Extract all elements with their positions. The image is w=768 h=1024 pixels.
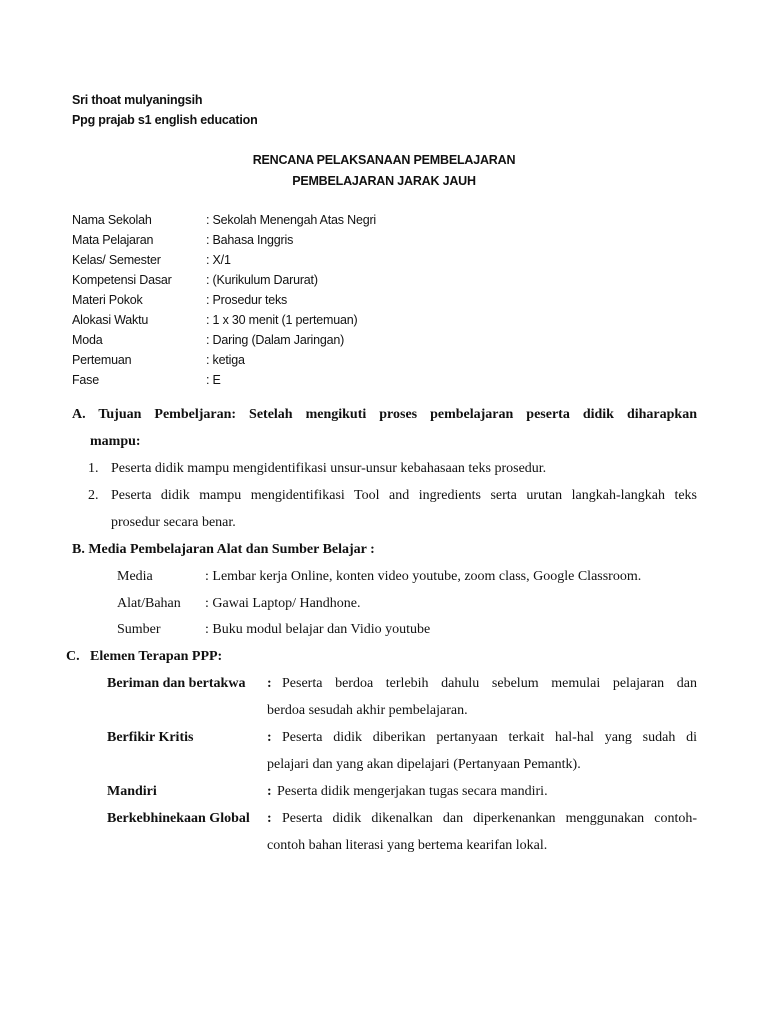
ppp-colon: : (267, 784, 272, 799)
identity-label: Moda (72, 333, 103, 347)
identity-label: Nama Sekolah (72, 213, 152, 227)
identity-label: Fase (72, 373, 99, 387)
identity-value: : E (206, 373, 221, 387)
section-b-heading: B. Media Pembelajaran Alat dan Sumber Belajar : (72, 542, 375, 557)
ppp-description-cont: pelajari dan yang akan dipelajari (Pertanyaan Pemantk). (267, 757, 581, 772)
identity-value: : (Kurikulum Darurat) (206, 273, 318, 287)
identity-value: : ketiga (206, 353, 245, 367)
document-subtitle: PEMBELAJARAN JARAK JAUH (292, 174, 476, 188)
identity-value: : Sekolah Menengah Atas Negri (206, 213, 377, 227)
media-label: Alat/Bahan (117, 596, 181, 611)
media-value: : Lembar kerja Online, konten video youtube, zoom class, Google Classroom. (205, 569, 642, 584)
list-item-number: 2. (88, 488, 99, 503)
identity-value: : Daring (Dalam Jaringan) (206, 333, 345, 347)
ppp-label: Berfikir Kritis (107, 730, 194, 745)
media-label: Sumber (117, 622, 161, 637)
ppp-label: Mandiri (107, 784, 157, 799)
identity-value: : X/1 (206, 253, 231, 267)
ppp-description: Peserta didik diberikan pertanyaan terkait hal-hal yang sudah di (282, 730, 697, 745)
ppp-description: Peserta didik mengerjakan tugas secara mandiri. (277, 784, 548, 799)
ppp-colon: : (267, 811, 272, 826)
ppp-colon: : (267, 730, 272, 745)
section-a-heading-cont: mampu: (90, 434, 141, 449)
document-title: RENCANA PELAKSANAAN PEMBELAJARAN (252, 153, 516, 167)
list-item: Peserta didik mampu mengidentifikasi Tool and ingredients serta urutan langkah-langkah teks (111, 488, 697, 503)
ppp-description: Peserta berdoa terlebih dahulu sebelum memulai pelajaran dan (282, 676, 697, 691)
media-value: : Buku modul belajar dan Vidio youtube (205, 622, 431, 637)
ppp-description-cont: berdoa sesudah akhir pembelajaran. (267, 703, 468, 718)
identity-value: : 1 x 30 menit (1 pertemuan) (206, 313, 358, 327)
section-c-letter: C. (66, 649, 80, 664)
identity-label: Pertemuan (72, 353, 132, 367)
section-c-heading: Elemen Terapan PPP: (90, 649, 223, 664)
identity-value: : Prosedur teks (206, 293, 288, 307)
section-a-heading: A. Tujuan Pembeljaran: Setelah mengikuti proses pembelajaran peserta didik diharapkan (72, 407, 697, 422)
media-value: : Gawai Laptop/ Handhone. (205, 596, 361, 611)
list-item-cont: prosedur secara benar. (111, 515, 236, 530)
author-name: Sri thoat mulyaningsih (72, 93, 203, 107)
list-item: Peserta didik mampu mengidentifikasi unsur-unsur kebahasaan teks prosedur. (111, 461, 547, 476)
identity-label: Kelas/ Semester (72, 253, 161, 267)
ppp-label: Beriman dan bertakwa (107, 676, 246, 691)
list-item-number: 1. (88, 461, 99, 476)
identity-label: Mata Pelajaran (72, 233, 154, 247)
media-label: Media (117, 569, 153, 584)
ppp-description-cont: contoh bahan literasi yang bertema kearifan lokal. (267, 838, 548, 853)
ppp-description: Peserta didik dikenalkan dan diperkenankan menggunakan contoh- (282, 811, 697, 826)
identity-value: : Bahasa Inggris (206, 233, 294, 247)
ppp-label: Berkebhinekaan Global (107, 811, 250, 826)
author-program: Ppg prajab s1 english education (72, 113, 258, 127)
identity-label: Materi Pokok (72, 293, 143, 307)
ppp-colon: : (267, 676, 272, 691)
identity-label: Kompetensi Dasar (72, 273, 172, 287)
identity-label: Alokasi Waktu (72, 313, 149, 327)
